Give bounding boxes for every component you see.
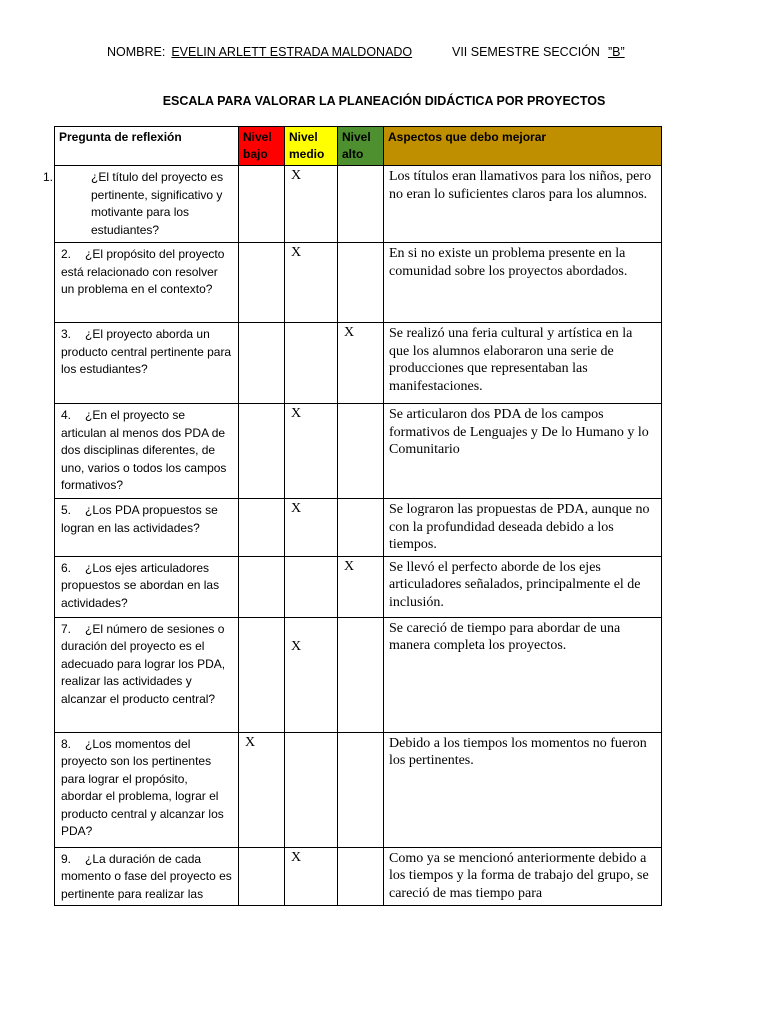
table-row [55,404,662,499]
document-title: ESCALA PARA VALORAR LA PLANEACIÓN DIDÁCTICA POR PROYECTOS [162,94,606,108]
name-label: NOMBRE: [107,45,166,59]
aspects-cell: Debido a los tiempos los momentos no fueron los pertinentes. [384,732,662,847]
nivel-alto-cell [338,617,384,732]
header-nivel-bajo: Nivel bajo [239,127,285,166]
nivel-alto-cell [338,732,384,847]
nivel-bajo-cell: X [239,732,285,847]
aspects-cell: Los títulos eran llamativos para los niños, pero no eran lo suficientes claros para los alumnos. [384,166,662,243]
nivel-alto-cell [338,404,384,499]
nivel-alto-cell [338,243,384,323]
question-number: 3. [61,327,72,341]
table-row [55,847,662,906]
nivel-medio-cell [285,323,338,404]
table-row [55,617,662,732]
nivel-medio-cell: X [285,847,338,906]
table-row [55,556,662,617]
question-number: 8. [61,736,72,751]
nivel-medio-cell: X [285,243,338,323]
question-text: ¿El número de sesiones o duración del proyecto es el adecuado para lograr los PDA, realizar las actividades y alcanzar el producto central? [61,621,226,706]
table-row [55,732,662,847]
question-cell [55,556,239,617]
nivel-alto-cell [338,166,384,243]
header-nivel-alto: Nivel alto [338,127,384,166]
question-cell [55,404,239,499]
aspects-cell: En si no existe un problema presente en la comunidad sobre los proyectos abordados. [384,243,662,323]
name-value: EVELIN ARLETT ESTRADA MALDONADO [171,45,413,59]
question-cell [43,166,239,243]
semester-field [452,45,655,59]
question-number: 7. [61,621,72,636]
nivel-bajo-cell [239,323,285,404]
nivel-bajo-cell [239,617,285,732]
nivel-alto-cell: X [338,556,384,617]
question-cell [55,847,239,906]
nivel-bajo-cell [239,243,285,323]
question-cell [55,499,239,557]
nivel-alto-cell: X [338,323,384,404]
nivel-medio-cell: X [285,499,338,557]
question-number: 6. [61,560,72,575]
aspects-cell: Se llevó el perfecto aborde de los ejes articuladores señalados, principalmente el de inclusión. [384,556,662,617]
question-cell [55,323,239,404]
aspects-cell: Como ya se mencionó anteriormente debido a los tiempos y la forma de trabajo del grupo, se careció de mas tiempo para [384,847,662,906]
question-text: ¿El propósito del proyecto está relacionado con resolver un problema en el contexto? [61,247,225,296]
table-row [55,499,662,557]
question-number: 9. [61,851,72,866]
aspects-cell: Se realizó una feria cultural y artística en la que los alumnos elaboraron una serie de producciones que representaban las manifestaciones. [384,323,662,404]
aspects-cell: Se careció de tiempo para abordar de una manera completa los proyectos. [384,617,662,732]
question-cell [55,243,239,323]
question-cell [55,617,239,732]
nivel-medio-cell: X [285,404,338,499]
aspects-cell: Se articularon dos PDA de los campos formativos de Lenguajes y De lo Humano y lo Comunitario [384,404,662,499]
table-row [55,323,662,404]
nivel-medio-cell [285,732,338,847]
nivel-medio-cell: X [285,166,338,243]
nivel-bajo-cell [239,556,285,617]
evaluation-table [43,126,662,906]
question-number: 1. [43,170,54,184]
aspects-cell: Se lograron las propuestas de PDA, aunque no con la profundidad deseada debido a los tiempos. [384,499,662,557]
question-text: ¿Los PDA propuestos se logran en las actividades? [61,503,218,535]
table-row [55,243,662,323]
table-row [55,166,662,243]
nivel-medio-cell: X [285,617,338,732]
question-cell [55,732,239,847]
question-text: ¿La duración de cada momento o fase del proyecto es pertinente para realizar las [61,851,232,901]
nivel-bajo-cell [239,404,285,499]
question-text: ¿En el proyecto se articulan al menos dos PDA de dos disciplinas diferentes, de uno, varios o todos los campos formativos? [61,408,227,492]
nivel-bajo-cell [239,166,285,243]
question-text: ¿El título del proyecto es pertinente, significativo y motivante para los estudiantes? [91,170,224,237]
question-text: ¿Los momentos del proyecto son los pertinentes para lograr el propósito, abordar el problema, lograr el producto central y alcanzar los PDA? [61,736,224,838]
question-text: ¿Los ejes articuladores propuestos se abordan en las actividades? [61,560,220,610]
nivel-bajo-cell [239,499,285,557]
name-field [107,45,440,59]
header-aspects: Aspectos que debo mejorar [384,127,662,166]
question-number: 4. [61,408,72,422]
question-number: 5. [61,503,72,517]
section-value: ”B” [607,45,625,59]
question-text: ¿El proyecto aborda un producto central pertinente para los estudiantes? [61,327,232,376]
semester-label: VII SEMESTRE SECCIÓN [452,45,600,59]
nivel-medio-cell [285,556,338,617]
nivel-alto-cell [338,499,384,557]
header-nivel-medio: Nivel medio [285,127,338,166]
table-header-row [55,127,662,166]
nivel-bajo-cell [239,847,285,906]
header-question: Pregunta de reflexión [55,127,239,166]
nivel-alto-cell [338,847,384,906]
question-number: 2. [61,247,72,261]
